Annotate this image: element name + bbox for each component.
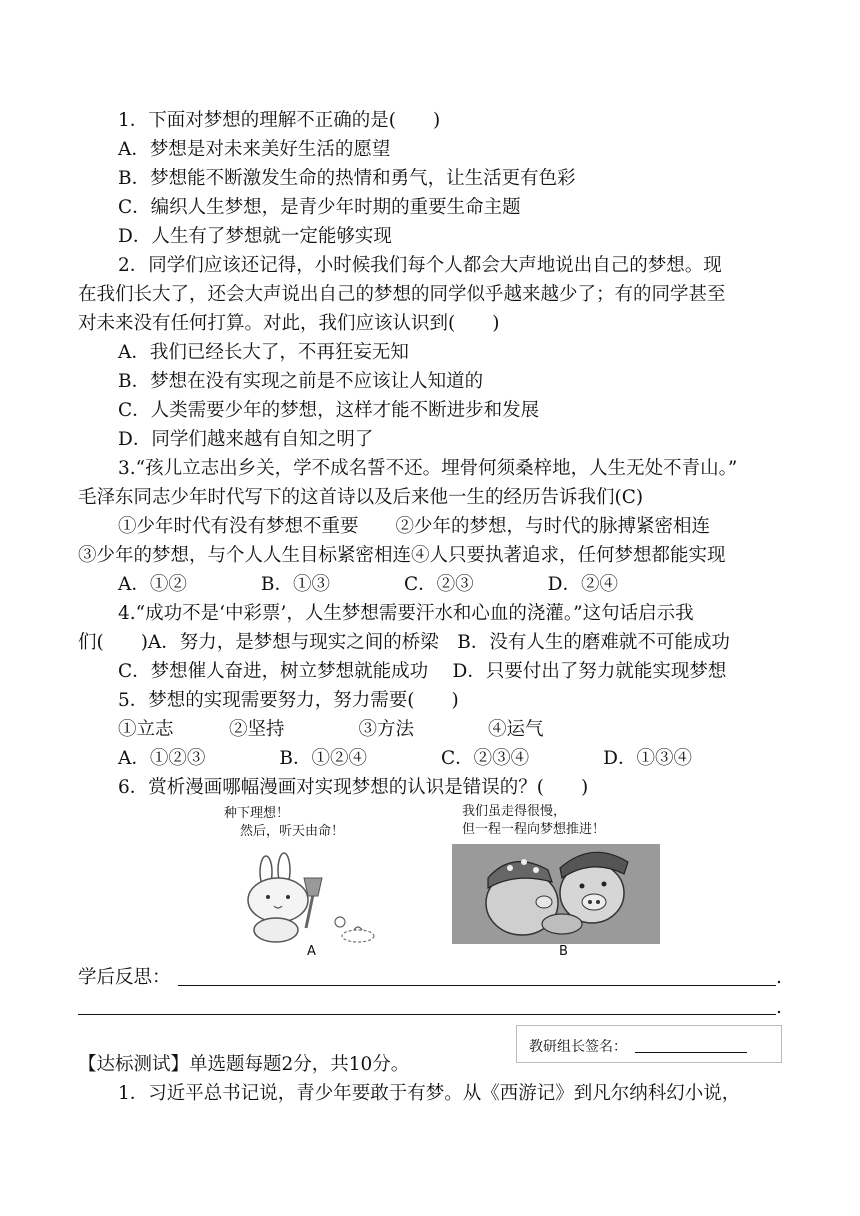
text-line-q3s1: ①少年时代有没有梦想不重要 ②少年的梦想，与时代的脉搏紧密相连 [118, 516, 711, 537]
text-line-q3l2: 毛泽东同志少年时代写下的这首诗以及后来他一生的经历告诉我们(C) [78, 487, 644, 508]
signature-line [635, 1052, 747, 1053]
text-line-q1: 1．下面对梦想的理解不正确的是( ) [118, 110, 441, 131]
text-line-q6: 6．赏析漫画哪幅漫画对实现梦想的认识是错误的？( ) [118, 777, 589, 798]
reflection-line-1 [178, 985, 776, 986]
text-line-q1b: B．梦想能不断激发生命的热情和勇气，让生活更有色彩 [118, 168, 576, 189]
pigs-walking-illustration [452, 798, 660, 944]
text-line-q2l3: 对未来没有任何打算。对此，我们应该认识到( ) [78, 313, 500, 334]
text-line-q1a: A．梦想是对未来美好生活的愿望 [118, 139, 391, 160]
text-line-q2b: B．梦想在没有实现之前是不应该让人知道的 [118, 371, 484, 392]
text-line-test: 【达标测试】单选题每题2分，共10分。 [78, 1054, 410, 1075]
text-line-q5opt: A．①②③ B．①②④ C．②③④ D．①③④ [118, 748, 692, 769]
text-line-q4l3: C．梦想催人奋进，树立梦想就能成功 D．只要付出了努力就能实现梦想 [118, 661, 727, 682]
text-line-q5s: ①立志 ②坚持 ③方法 ④运气 [118, 719, 544, 740]
text-line-q3opt: A．①② B．①③ C．②③ D．②④ [118, 574, 618, 595]
text-line-dot2: . [776, 997, 782, 1018]
rabbit-planting-illustration [218, 800, 378, 945]
comic-a-bubble-line2: 然后，听天由命！ [240, 824, 345, 839]
comic-b-bubble-line1: 我们虽走得很慢， [462, 804, 567, 819]
text-line-q2c: C．人类需要少年的梦想，这样才能不断进步和发展 [118, 400, 540, 421]
text-line-q5: 5．梦想的实现需要努力，努力需要( ) [118, 690, 459, 711]
text-line-q4l1: 4.“成功不是‘中彩票’，人生梦想需要汗水和心血的浇灌。”这句话启示我 [118, 603, 694, 624]
text-line-q3s2: ③少年的梦想，与个人人生目标紧密相连④人只要执著追求，任何梦想都能实现 [78, 545, 726, 566]
comic-b-caption: B [559, 944, 568, 959]
comic-a-bubble-line1: 种下理想！ [224, 806, 290, 821]
text-line-q2l1: 2．同学们应该还记得，小时候我们每个人都会大声地说出自己的梦想。现 [118, 255, 722, 276]
comic-b-bubble-line2: 但一程一程向梦想推进！ [462, 822, 606, 837]
reflection-line-2 [78, 1014, 776, 1015]
signature-label: 教研组长签名： [529, 1039, 627, 1055]
comic-b [452, 798, 660, 944]
text-line-t1: 1．习近平总书记说，青少年要敢于有梦。从《西游记》到凡尔纳科幻小说， [118, 1083, 741, 1104]
text-line-reflect: 学后反思： [78, 967, 171, 988]
text-line-q3l1: 3.“孩儿立志出乡关，学不成名誓不还。埋骨何须桑梓地，人生无处不青山。” [118, 458, 738, 479]
text-line-dot1: . [776, 967, 782, 988]
signature-box [516, 1025, 782, 1063]
text-line-q1d: D．人生有了梦想就一定能够实现 [118, 226, 392, 247]
text-line-q4l2: 们( )A．努力，是梦想与现实之间的桥梁 B．没有人生的磨难就不可能成功 [78, 632, 730, 653]
text-line-q2d: D．同学们越来越有自知之明了 [118, 429, 374, 450]
comic-a-caption: A [307, 944, 316, 959]
comic-a [218, 800, 378, 945]
text-line-q2a: A．我们已经长大了，不再狂妄无知 [118, 342, 409, 363]
text-line-q2l2: 在我们长大了，还会大声说出自己的梦想的同学似乎越来越少了；有的同学甚至 [78, 284, 726, 305]
text-line-q1c: C．编织人生梦想，是青少年时期的重要生命主题 [118, 197, 521, 218]
